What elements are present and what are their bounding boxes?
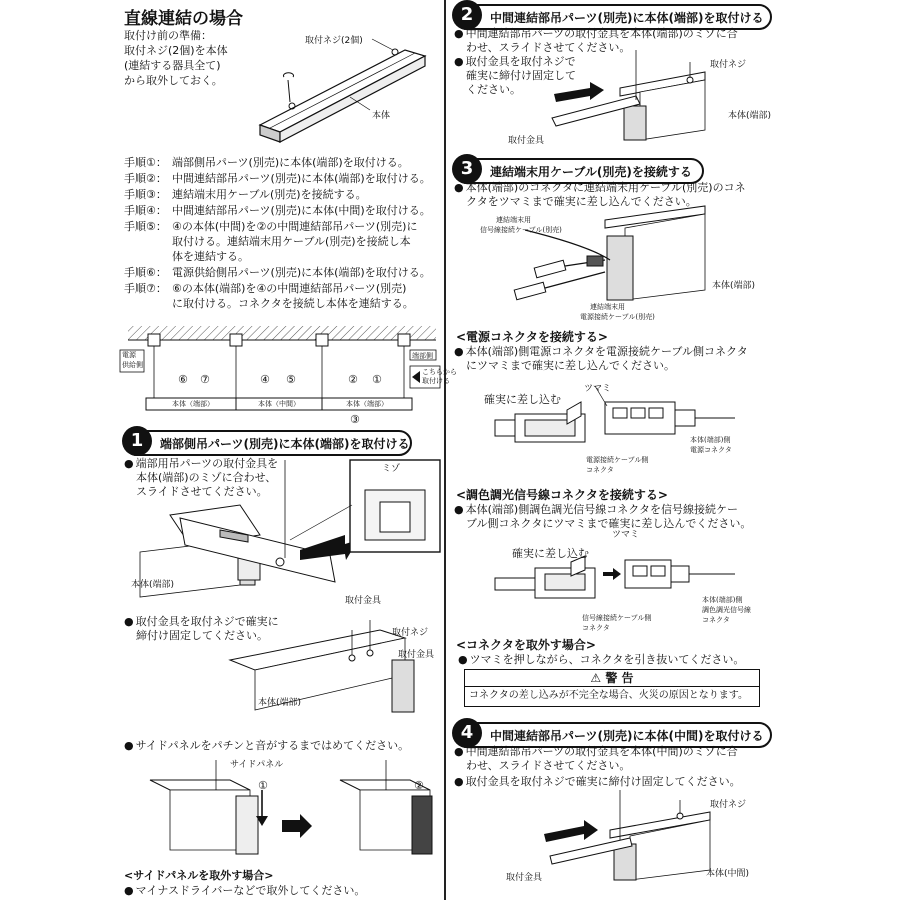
step3-title: 連結端末用ケーブル(別売)を接続する <box>490 165 692 179</box>
power-connector-head: <電源コネクタを接続する> <box>456 330 608 344</box>
label-body-step2: 本体(端部) <box>728 111 772 121</box>
step3-number: 3 <box>452 154 482 184</box>
step4-title: 中間連結部吊パーツ(別売)に本体(中間)を取付ける <box>490 729 764 743</box>
label-screws: 取付ネジ(2個) <box>305 36 363 46</box>
label-screw-step1: 取付ネジ <box>392 628 429 638</box>
remove-connector-head: <コネクタを取外す場合> <box>456 638 596 652</box>
label-body2-step1: 本体(端部) <box>258 698 302 708</box>
label-bracket2-step1: 取付金具 <box>398 650 435 660</box>
side-panel-remove-head: <サイドパネルを取外す場合> <box>124 869 274 882</box>
label-bracket-step2: 取付金具 <box>508 136 545 146</box>
step4-number: 4 <box>452 718 482 748</box>
page-title: 直線連結の場合 <box>124 9 243 29</box>
step1-illustration-3 <box>150 760 440 870</box>
warning-text: コネクタの差し込みが不完全な場合、火災の原因となります。 <box>469 690 748 701</box>
label-screw-step2: 取付ネジ <box>710 60 747 70</box>
dimming-connector-head: <調色調光信号線コネクタを接続する> <box>456 488 668 502</box>
warning-title: ⚠ 警 告 <box>465 670 759 687</box>
step1-illustration-1 <box>130 460 440 610</box>
label-body-step3: 本体(端部) <box>712 281 756 291</box>
step2-number: 2 <box>452 0 482 30</box>
label-side-panel: サイドパネル <box>230 760 284 770</box>
step1-title: 端部側吊パーツ(別売)に本体(端部)を取付ける <box>160 437 410 451</box>
step1-number: 1 <box>122 426 152 456</box>
label-bracket-step4: 取付金具 <box>506 873 543 883</box>
warning-box <box>464 669 760 707</box>
label-screw-step4: 取付ネジ <box>710 800 747 810</box>
warning-icon: ⚠ <box>590 671 602 685</box>
prep-illustration <box>250 30 440 145</box>
step4-illustration <box>540 790 720 890</box>
label-body-step4: 本体(中間) <box>706 869 750 879</box>
step2-title: 中間連結部吊パーツ(別売)に本体(端部)を取付ける <box>490 11 764 25</box>
column-divider <box>444 0 446 900</box>
label-body-step1: 本体(端部) <box>131 580 175 590</box>
label-groove: ミゾ <box>382 464 401 474</box>
step1-header <box>124 430 412 456</box>
label-body: 本体 <box>372 111 391 121</box>
label-bracket-step1: 取付金具 <box>345 596 382 606</box>
step2-illustration <box>540 50 710 150</box>
